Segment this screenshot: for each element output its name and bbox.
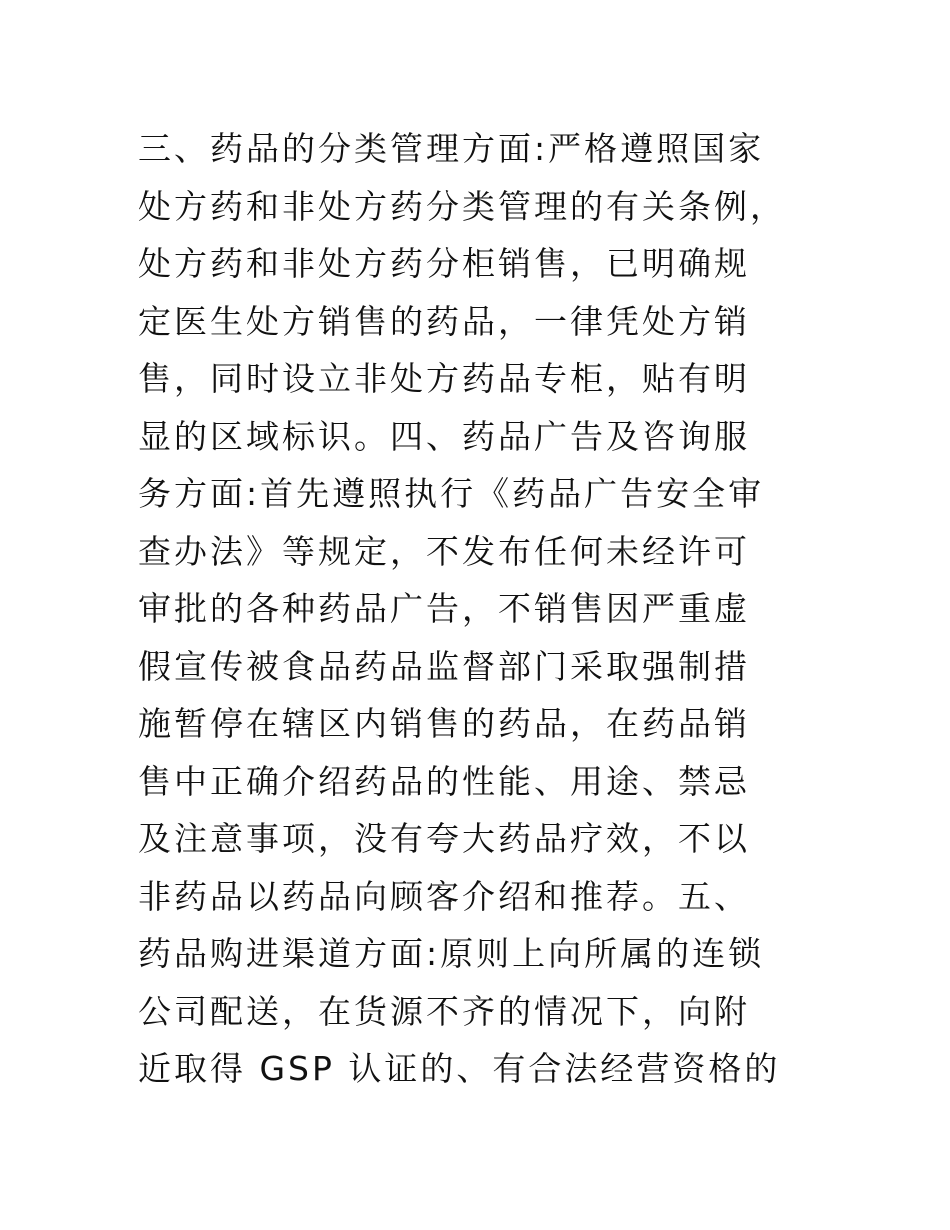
text-line: 处方药和非处方药分柜销售，已明确规 xyxy=(138,244,750,283)
text-line: 查办法》等规定，不发布任何未经许可 xyxy=(138,531,750,571)
text-line: 假宣传被食品药品监督部门采取强制措 xyxy=(138,646,750,686)
text-line: 显的区域标识。四、药品广告及咨询服 xyxy=(138,416,750,456)
text-line: 处方药和非处方药分类管理的有关条例， xyxy=(138,186,786,226)
text-line: 务方面:首先遵照执行《药品广告安全审 xyxy=(138,474,765,513)
text-line: 售，同时设立非处方药品专柜，贴有明 xyxy=(138,359,750,398)
text-line: 三、药品的分类管理方面:严格遵照国家 xyxy=(138,129,765,168)
text-line: 审批的各种药品广告，不销售因严重虚 xyxy=(138,589,750,628)
text-line: 施暂停在辖区内销售的药品，在药品销 xyxy=(138,704,750,743)
text-line: 公司配送，在货源不齐的情况下，向附 xyxy=(138,991,750,1031)
text-line: 近取得 GSP 认证的、有合法经营资格的 xyxy=(138,1049,781,1088)
text-line: 及注意事项，没有夸大药品疗效，不以 xyxy=(138,819,750,858)
text-line: 售中正确介绍药品的性能、用途、禁忌 xyxy=(138,761,750,801)
body-text xyxy=(138,120,818,1098)
text-line: 定医生处方销售的药品，一律凭处方销 xyxy=(138,301,750,341)
text-line: 非药品以药品向顾客介绍和推荐。五、 xyxy=(138,876,750,916)
text-line: 药品购进渠道方面:原则上向所属的连锁 xyxy=(138,934,765,973)
